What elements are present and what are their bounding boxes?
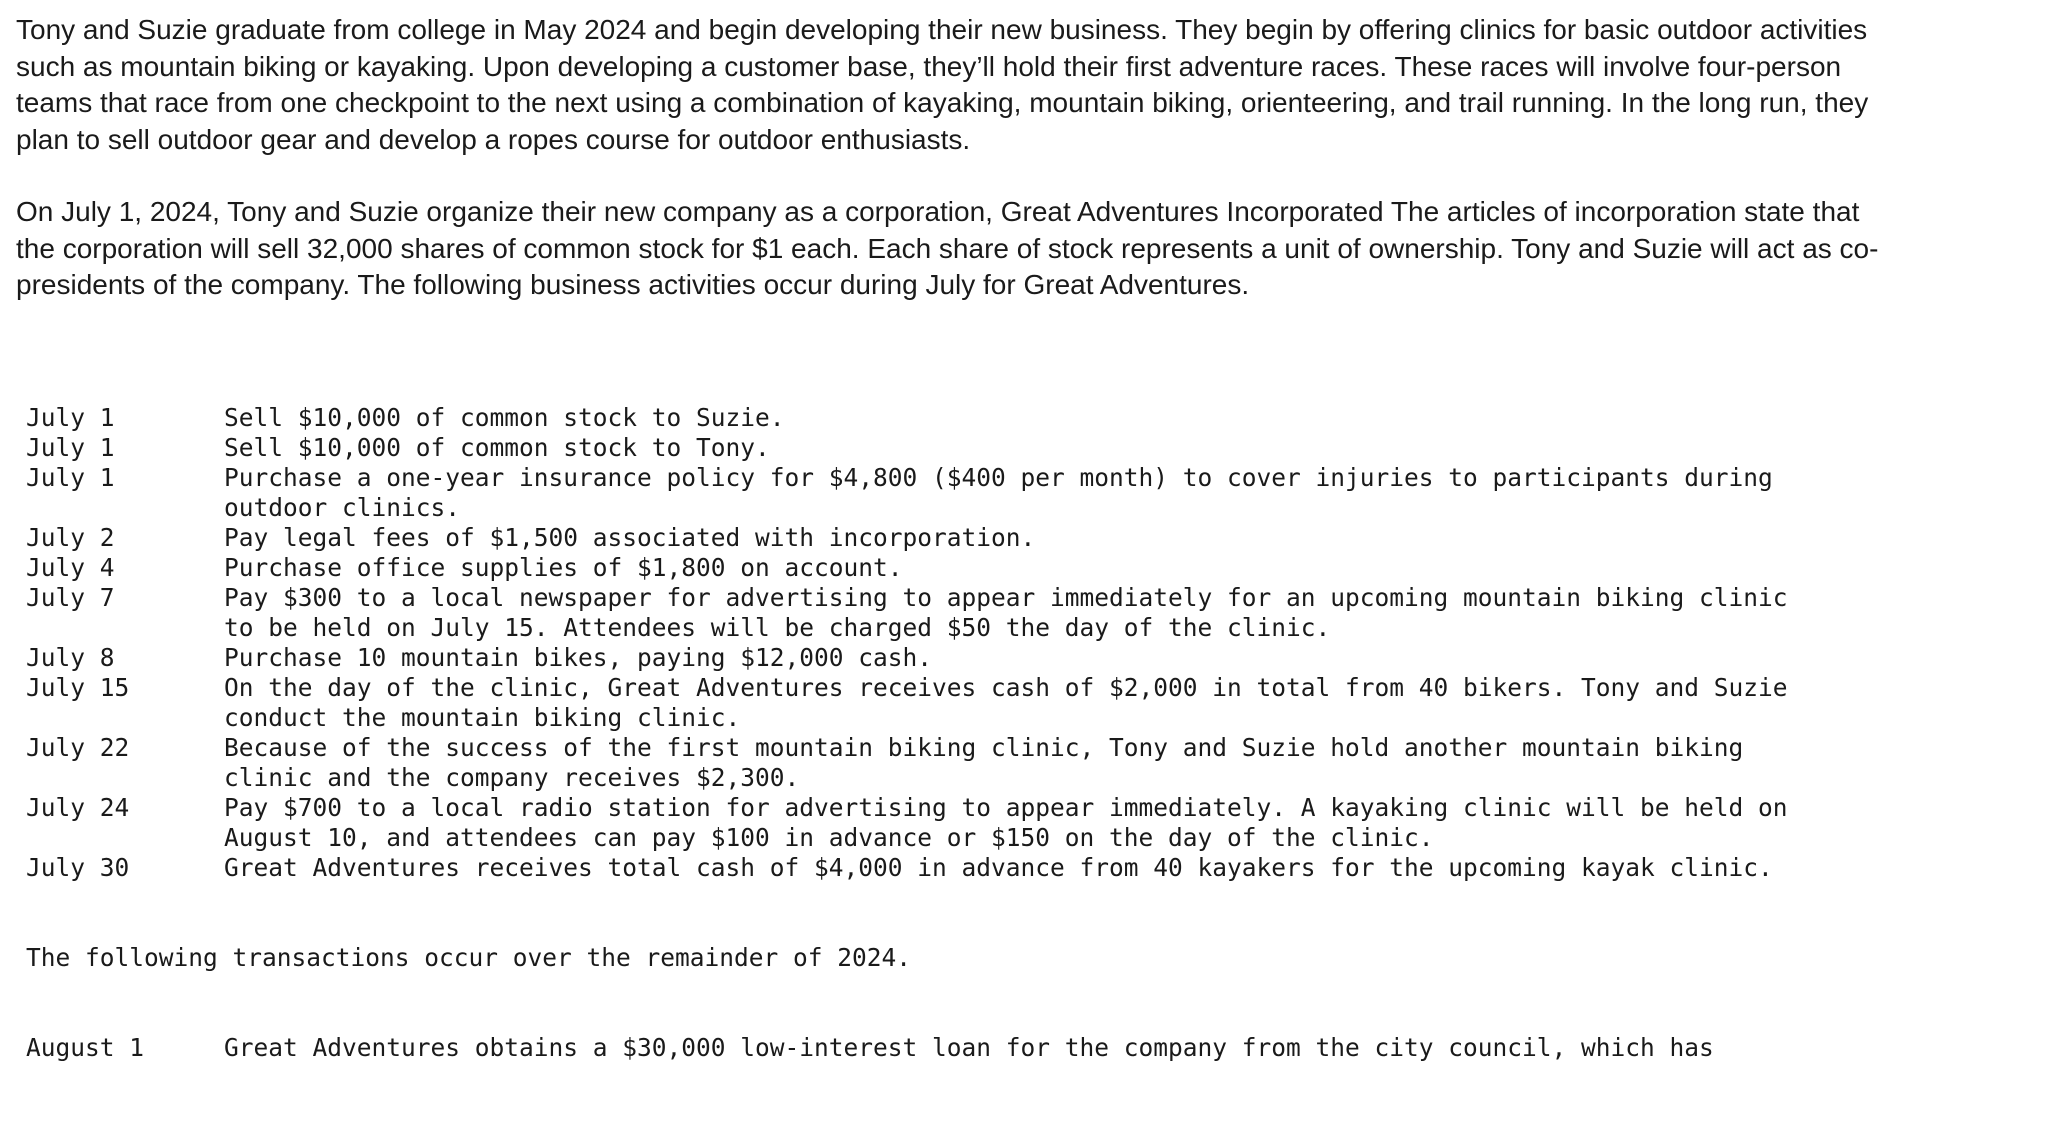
transaction-description-line: August 10, and attendees can pay $100 in advance or $150 on the day of the clinic. (224, 822, 1434, 852)
transaction-date: July 1 (26, 402, 115, 432)
transaction-date: July 22 (26, 732, 130, 762)
later-transactions (26, 1033, 2026, 1063)
transaction-date: July 1 (26, 462, 115, 492)
transaction-row (26, 553, 2026, 583)
transaction-description (224, 733, 2026, 793)
transaction-row (26, 673, 2026, 733)
transaction-row (26, 523, 2026, 553)
transaction-description-line: Sell $10,000 of common stock to Tony. (224, 432, 770, 462)
transaction-description (224, 853, 2026, 883)
transaction-description-line: Because of the success of the first mountain biking clinic, Tony and Suzie hold another mountain biking (224, 732, 1744, 762)
transaction-date: July 15 (26, 672, 130, 702)
transaction-row (26, 793, 2026, 853)
transaction-date: July 8 (26, 642, 115, 672)
intro-paragraph: Tony and Suzie graduate from college in May 2024 and begin developing their new business. They begin by offering clinics for basic outdoor activities such as mountain biking or kayaking. Upon developing a customer base, they’ll hold their first adventure races. These races will involve four-person teams that race from one checkpoint to the next using a combination of kayaking, mountain biking, orienteering, and trail running. In the long run, they plan to sell outdoor gear and develop a ropes course for outdoor enthusiasts. (16, 14, 1869, 155)
transaction-description (224, 1033, 2026, 1063)
transaction-date: July 4 (26, 552, 115, 582)
transaction-row (26, 403, 2026, 433)
transaction-description-line: Purchase 10 mountain bikes, paying $12,000 cash. (224, 642, 933, 672)
transaction-description (224, 583, 2026, 643)
transaction-description-line: outdoor clinics. (224, 492, 461, 522)
transaction-row (26, 1033, 2026, 1063)
transaction-date: July 24 (26, 792, 130, 822)
transaction-date: July 7 (26, 582, 115, 612)
transaction-description (224, 793, 2026, 853)
transaction-description-line: Pay legal fees of $1,500 associated with incorporation. (224, 522, 1036, 552)
transaction-description (224, 523, 2026, 553)
transaction-description-line: On the day of the clinic, Great Adventures receives cash of $2,000 in total from 40 bikers. Tony and Suzie (224, 672, 1788, 702)
transaction-description-line: Pay $300 to a local newspaper for advertising to appear immediately for an upcoming mountain biking clinic (224, 582, 1788, 612)
transaction-description (224, 643, 2026, 673)
transaction-description-line: conduct the mountain biking clinic. (224, 702, 741, 732)
transaction-row (26, 433, 2026, 463)
transaction-date: July 30 (26, 852, 130, 882)
transaction-description (224, 403, 2026, 433)
transaction-description (224, 463, 2026, 523)
transaction-list (26, 343, 2026, 1123)
july-transactions (26, 403, 2026, 883)
transaction-description-line: Great Adventures obtains a $30,000 low-interest loan for the company from the city council, which has (224, 1032, 1714, 1062)
transaction-row (26, 583, 2026, 643)
transaction-row (26, 643, 2026, 673)
transaction-row (26, 733, 2026, 793)
transaction-row (26, 853, 2026, 883)
transaction-description-line: to be held on July 15. Attendees will be charged $50 the day of the clinic. (224, 612, 1331, 642)
organization-paragraph: On July 1, 2024, Tony and Suzie organize their new company as a corporation, Great Adventures Incorporated The articles of incorporation state that the corporation will sell 32,000 shares of common stock for $1 each. Each share of stock represents a unit of ownership. Tony and Suzie will act as co-presidents of the company. The following business activities occur during July for Great Adventures. (16, 196, 1879, 300)
transaction-date: July 2 (26, 522, 115, 552)
transaction-description-line: Sell $10,000 of common stock to Suzie. (224, 402, 785, 432)
transaction-description-line: Great Adventures receives total cash of $4,000 in advance from 40 kayakers for the upcoming kayak clinic. (224, 852, 1773, 882)
remainder-note: The following transactions occur over the remainder of 2024. (26, 942, 912, 972)
transaction-date: August 1 (26, 1032, 145, 1062)
transaction-row (26, 463, 2026, 523)
transaction-description-line: Purchase office supplies of $1,800 on account. (224, 552, 903, 582)
transaction-date: July 1 (26, 432, 115, 462)
transaction-description-line: Purchase a one-year insurance policy for $4,800 ($400 per month) to cover injuries to participants during (224, 462, 1773, 492)
transaction-description (224, 553, 2026, 583)
transaction-description (224, 433, 2026, 463)
transaction-description-line: Pay $700 to a local radio station for advertising to appear immediately. A kayaking clinic will be held on (224, 792, 1788, 822)
transaction-description (224, 673, 2026, 733)
transaction-description-line: clinic and the company receives $2,300. (224, 762, 800, 792)
